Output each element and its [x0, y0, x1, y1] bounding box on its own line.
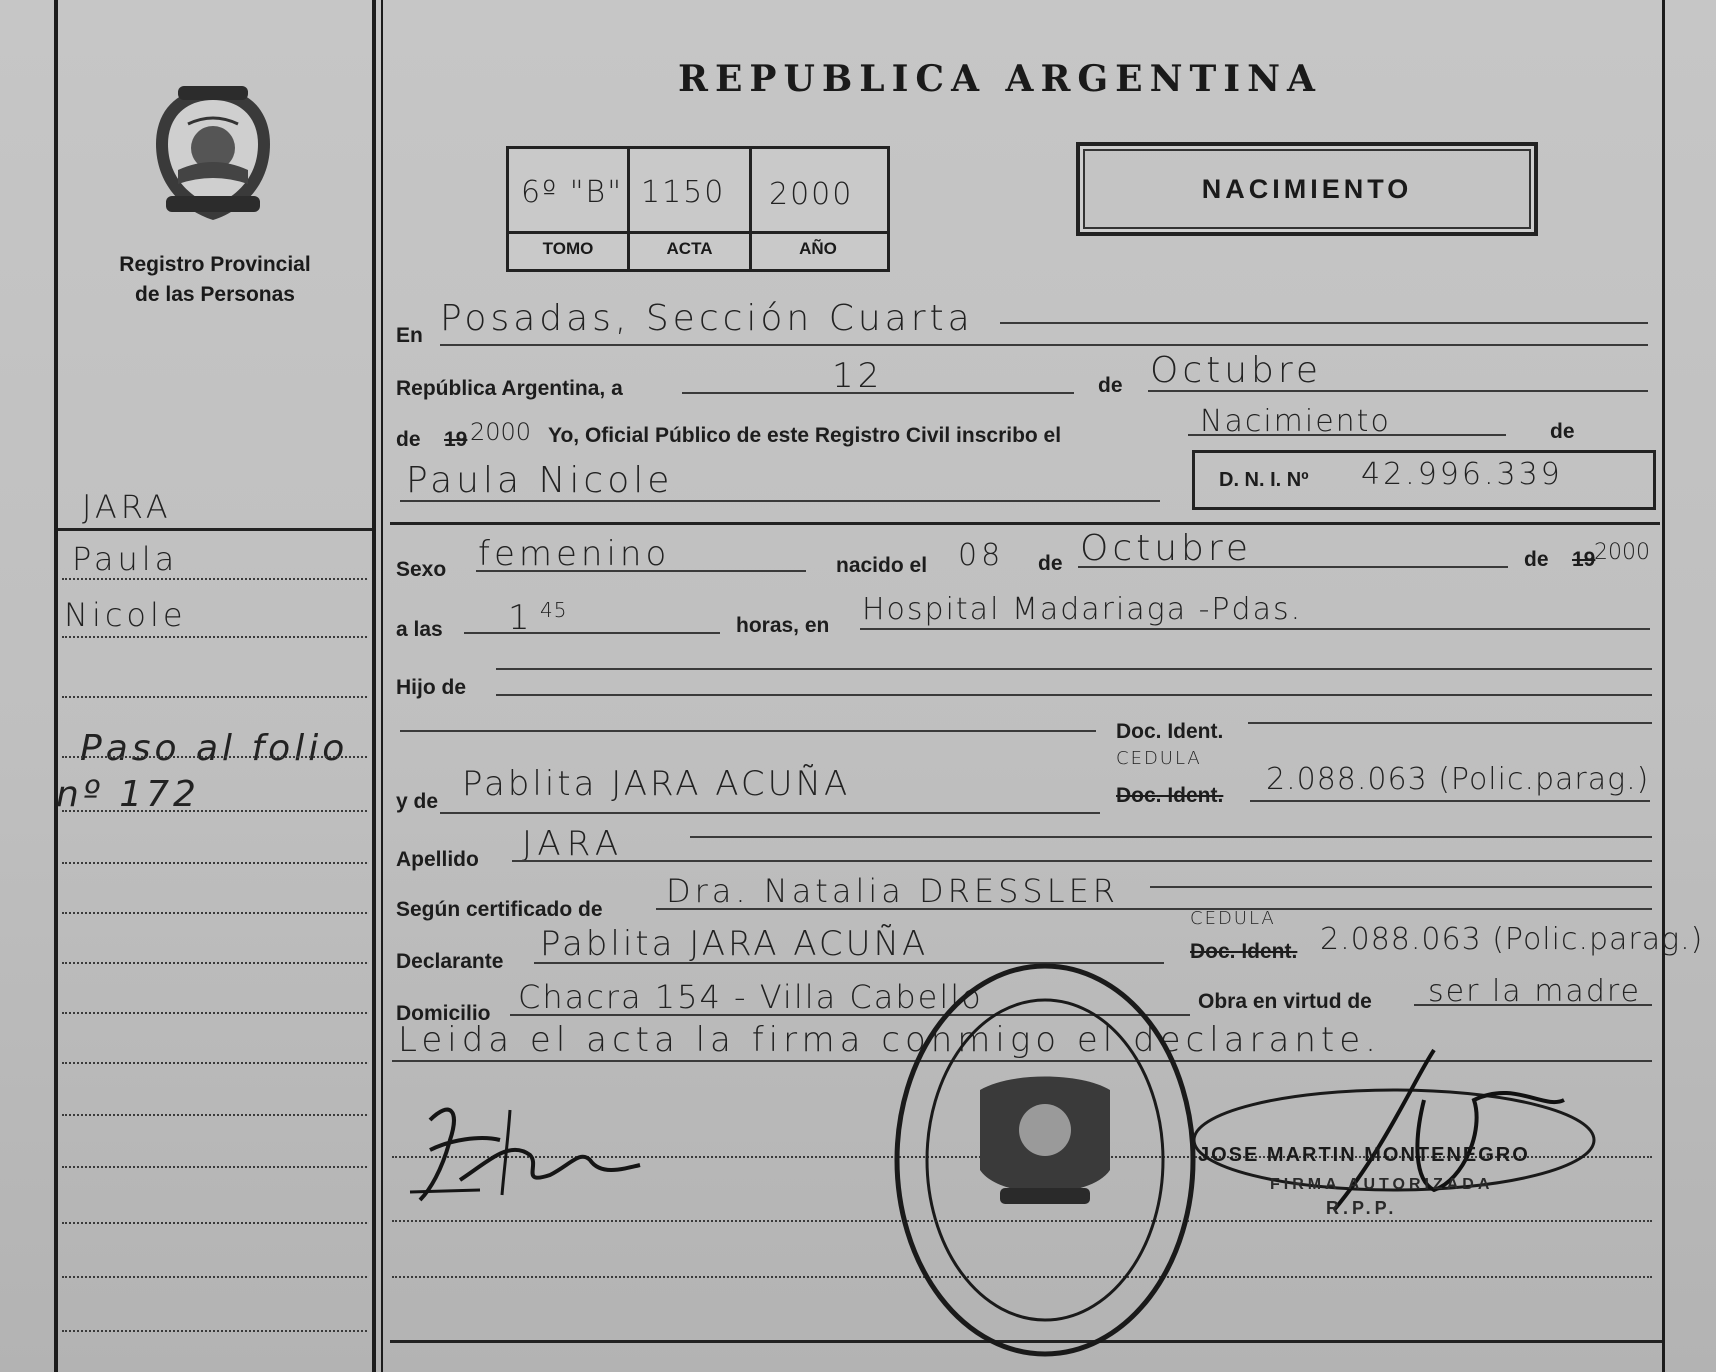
- official-org-stamp: R.P.P.: [1326, 1198, 1398, 1218]
- margin-dotted-line: [62, 810, 367, 812]
- record-type: NACIMIENTO: [1201, 174, 1413, 204]
- provincial-coat-of-arms: [148, 84, 278, 224]
- month-value: Octubre: [1150, 350, 1323, 391]
- leida-text: Leida el acta la firma conmigo el declarante.: [398, 1020, 1381, 1060]
- hijo-label: Hijo de: [396, 676, 467, 699]
- de-label: de: [1524, 548, 1549, 571]
- dni-box: [1192, 450, 1656, 510]
- oficial-text: Yo, Oficial Público de este Registro Civil inscribo el: [548, 424, 1062, 447]
- official-name-stamp: JOSE MARTIN MONTENEGRO: [1198, 1144, 1530, 1166]
- margin-dotted-line: [62, 578, 367, 580]
- printed-century: 19: [444, 428, 468, 451]
- margin-dotted-line: [62, 1222, 367, 1224]
- margin-note-line1: Paso al folio: [80, 728, 349, 769]
- declarante-value: Pablita JARA ACUÑA: [540, 924, 929, 964]
- birth-day-value: 08: [958, 538, 1005, 573]
- fill-line: [464, 632, 720, 634]
- margin-dotted-line: [62, 1166, 367, 1168]
- ano-label: AÑO: [799, 239, 837, 258]
- margin-dotted-line: [62, 862, 367, 864]
- column-divider: [372, 0, 376, 1372]
- en-label: En: [396, 324, 423, 347]
- fill-line: [1150, 886, 1652, 888]
- declarante-doc-value: 2.088.063 (Polic.parag.): [1320, 922, 1704, 957]
- margin-name2: Nicole: [64, 596, 187, 634]
- fill-line: [860, 628, 1650, 630]
- day-value: 12: [832, 356, 884, 396]
- margin-dotted-line: [62, 1114, 367, 1116]
- margin-dotted-line: [62, 636, 367, 638]
- fill-line: [400, 730, 1096, 732]
- margin-name1: Paula: [72, 540, 179, 578]
- domicilio-label: Domicilio: [396, 1002, 491, 1025]
- certificado-value: Dra. Natalia DRESSLER: [666, 872, 1120, 910]
- fill-line: [1414, 1004, 1652, 1006]
- round-official-stamp: [890, 960, 1200, 1360]
- fill-line: [690, 836, 1652, 838]
- fill-line: [440, 344, 1648, 346]
- margin-dotted-line: [62, 1276, 367, 1278]
- place-value: Posadas, Sección Cuarta: [440, 298, 974, 339]
- y-de-label: y de: [396, 790, 439, 813]
- registry-name-line2: de las Personas: [135, 283, 295, 306]
- fill-line: [496, 668, 1652, 670]
- acto-value: Nacimiento: [1200, 404, 1391, 439]
- country-title: REPUBLICA ARGENTINA: [678, 58, 1322, 100]
- margin-dotted-line: [62, 1330, 367, 1332]
- fill-line: [1000, 322, 1648, 324]
- left-border: [54, 0, 58, 1372]
- horas-label: horas, en: [736, 614, 830, 637]
- year-value: 2000: [470, 418, 532, 446]
- declarante-doc-type: CEDULA: [1190, 908, 1276, 929]
- de-label: de: [1550, 420, 1575, 443]
- declarante-label: Declarante: [396, 950, 504, 973]
- margin-dotted-line: [62, 962, 367, 964]
- minutes-value: 45: [540, 598, 568, 622]
- declarante-doc-printed: Doc. Ident.: [1190, 940, 1298, 963]
- ano-value: 2000: [769, 177, 854, 212]
- sexo-value: femenino: [478, 534, 671, 574]
- margin-dotted-line: [62, 696, 367, 698]
- de-label: de: [1038, 552, 1063, 575]
- margin-surname: JARA: [82, 488, 172, 526]
- margin-note-line2: nº 172: [56, 774, 200, 815]
- de-label: de: [1098, 374, 1123, 397]
- segun-label: Según certificado de: [396, 898, 603, 921]
- dni-label: D. N. I. Nº: [1219, 469, 1309, 491]
- dni-value: 42.996.339: [1361, 457, 1563, 492]
- fill-line: [1188, 434, 1506, 436]
- record-number-table: [506, 146, 890, 272]
- full-name-value: Paula Nicole: [406, 460, 674, 501]
- official-signature: [1184, 1040, 1624, 1240]
- sexo-label: Sexo: [396, 558, 447, 581]
- domicilio-value: Chacra 154 - Villa Cabello: [518, 978, 983, 1016]
- obra-label: Obra en virtud de: [1198, 990, 1372, 1013]
- mother-doc-printed: Doc. Ident.: [1116, 784, 1224, 807]
- fill-line: [1148, 390, 1648, 392]
- margin-dotted-line: [62, 756, 367, 758]
- apellido-value: JARA: [522, 824, 625, 864]
- margin-dotted-line: [62, 1062, 367, 1064]
- fill-line: [496, 694, 1652, 696]
- registry-name: [60, 250, 370, 310]
- republica-label: República Argentina, a: [396, 377, 623, 400]
- fill-line: [1248, 722, 1652, 724]
- tomo-value: 6º "B": [521, 175, 623, 210]
- margin-dotted-line: [62, 1012, 367, 1014]
- printed-century: 19: [1572, 548, 1596, 571]
- hour-value: 1: [508, 598, 534, 638]
- fill-line: [512, 860, 1652, 862]
- fill-line: [476, 570, 806, 572]
- acta-value: 1150: [641, 175, 726, 210]
- mother-value: Pablita JARA ACUÑA: [462, 764, 851, 804]
- section-rule: [390, 522, 1660, 525]
- registry-name-line1: Registro Provincial: [119, 253, 311, 276]
- birthplace-value: Hospital Madariaga -Pdas.: [862, 592, 1303, 627]
- fill-line: [1250, 800, 1650, 802]
- acta-label: ACTA: [666, 239, 713, 258]
- fill-line: [656, 908, 1652, 910]
- fill-line: [440, 812, 1100, 814]
- margin-rule: [58, 528, 372, 531]
- fill-line: [1078, 566, 1508, 568]
- obra-value: ser la madre: [1428, 974, 1641, 1009]
- tomo-label: TOMO: [542, 239, 594, 258]
- right-border: [1662, 0, 1665, 1372]
- record-type-box: [1076, 142, 1538, 236]
- mother-doc-type: CEDULA: [1116, 748, 1202, 769]
- nacido-label: nacido el: [836, 554, 928, 577]
- birth-year-value: 2000: [1594, 540, 1650, 565]
- fill-line: [400, 500, 1160, 502]
- birth-month-value: Octubre: [1080, 528, 1253, 569]
- mother-doc-value: 2.088.063 (Polic.parag.): [1266, 762, 1650, 797]
- official-title-stamp: FIRMA AUTORIZADA: [1270, 1176, 1494, 1193]
- doc-ident-label: Doc. Ident.: [1116, 720, 1224, 743]
- a-las-label: a las: [396, 618, 443, 641]
- column-divider-2: [381, 0, 383, 1372]
- apellido-label: Apellido: [396, 848, 479, 871]
- de-label: de: [396, 428, 421, 451]
- margin-dotted-line: [62, 912, 367, 914]
- declarant-signature: [390, 1080, 660, 1210]
